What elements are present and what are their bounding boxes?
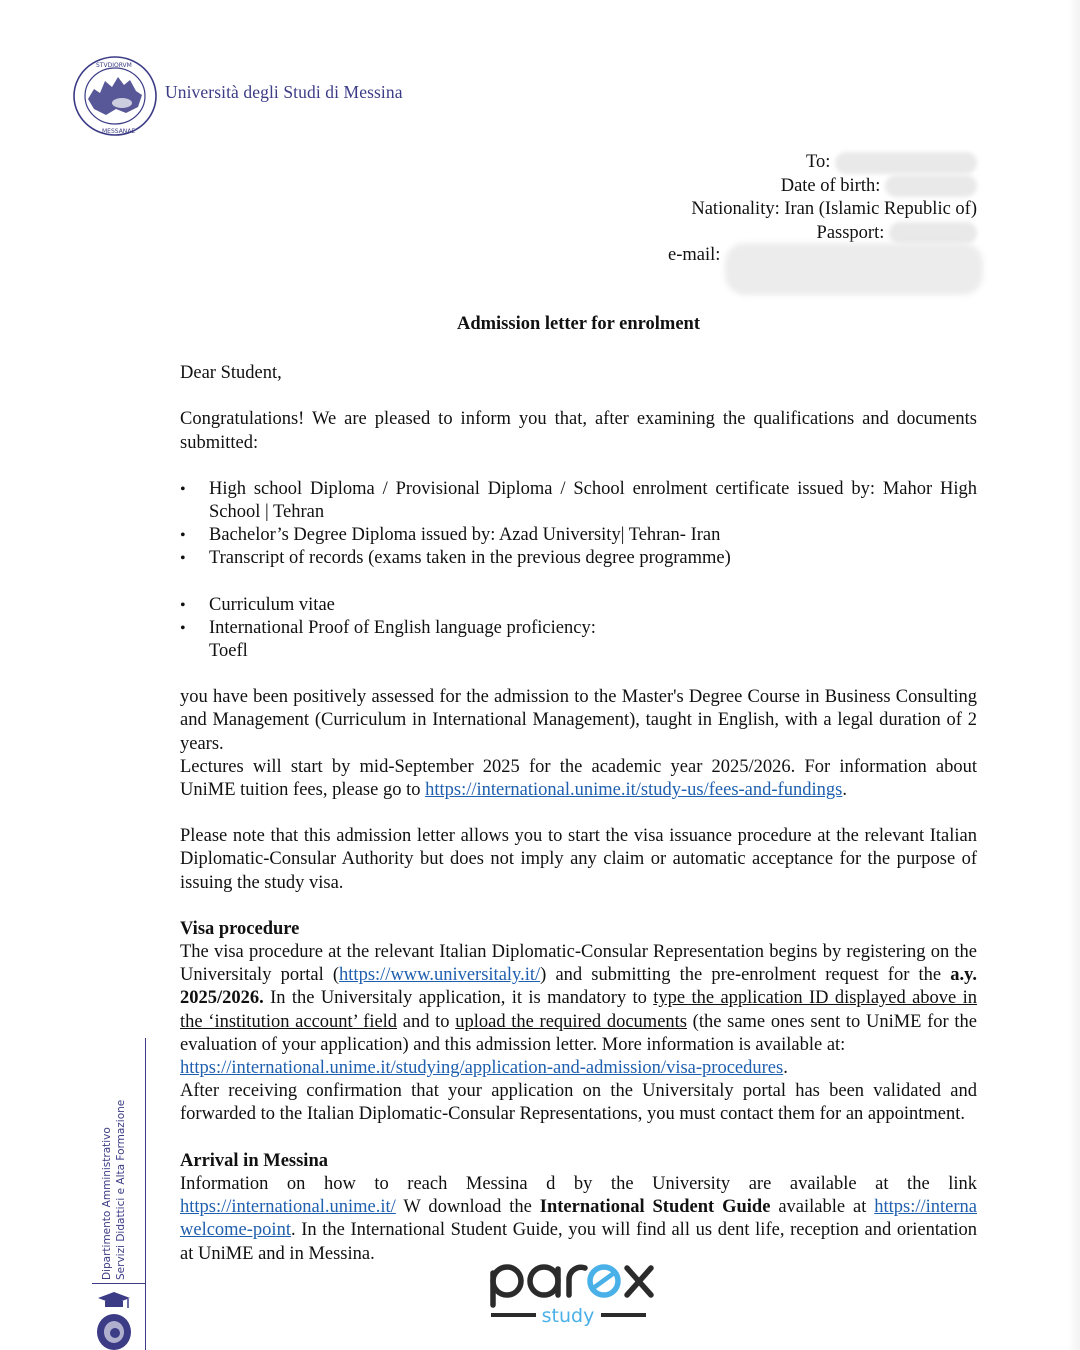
document-item: • High school Diploma / Provisional Diploma / School enrolment certificate issued by: Mahor High School | Tehran [180,478,977,524]
after-confirmation-paragraph: After receiving confirmation that your application on the Universitaly portal has been validated and forwarded to the Italian Diplomatic-Consular Representations, you must contact them for an appointment. [180,1081,977,1125]
redacted-dob [885,175,977,197]
redacted-name [835,152,977,174]
recipient-nationality: Nationality: Iran (Islamic Republic of) [691,199,977,219]
redacted-passport [889,222,977,244]
parex-watermark [477,1243,665,1335]
svg-text:MESSANAE: MESSANAE [102,128,136,135]
intro-paragraph: Congratulations! We are pleased to inform you that, after examining the qualifications and documents submitted: [180,409,977,453]
recipient-dob: Date of birth: [691,175,977,199]
svg-text:STVDIORVM: STVDIORVM [96,62,132,69]
redacted-email [725,243,983,295]
document-item: • Bachelor’s Degree Diploma issued by: Azad University| Tehran- Iran [180,524,977,547]
visa-note-paragraph: Please note that this admission letter allows you to start the visa issuance procedure at the relevant Italian Diplomatic-Consular Authority but does not imply any claim or automatic acceptance for the purpose of issuing the study visa. [180,826,977,893]
visa-procedures-link-line: https://international.unime.it/studying/application-and-admission/visa-procedures. [180,1058,788,1079]
university-seal-icon [72,55,158,137]
watermark-sub-text: study [541,1305,595,1327]
arrival-heading: Arrival in Messina [180,1150,328,1171]
document-item: • Transcript of records (exams taken in the previous degree programme) [180,547,977,570]
universitaly-link[interactable]: https://www.universitaly.it/ [339,965,541,986]
department-label: Dipartimento Amministrativo Servizi Didattici e Alta Formazione [101,1099,127,1280]
english-test: Toefl [209,641,248,662]
fees-link[interactable]: https://international.unime.it/study-us/fees-and-fundings [425,780,843,801]
parex-logo-icon [477,1243,665,1335]
letter-title: Admission letter for enrolment [456,314,701,334]
recipient-passport: Passport: [691,222,977,246]
recipient-block [691,151,977,245]
visa-procedure-heading: Visa procedure [180,918,300,939]
visa-procedures-link[interactable]: https://international.unime.it/studying/application-and-admission/visa-procedures [180,1058,784,1079]
university-name: Università degli Studi di Messina [165,82,403,102]
recipient-email-label: e-mail: [668,245,721,265]
department-logo-icon [94,1288,134,1350]
unime-link[interactable]: https://international.unime.it/ [180,1197,396,1218]
visa-procedure-paragraph: The visa procedure at the relevant Italian Diplomatic-Consular Representation begins by registering on the Universitaly portal (https://www.universitaly.it/) and submitting the pre-enrolment request for the a.y. 2025/2026. In the Universitaly application, it is mandatory to type the application ID displayed above in the ‘institution account’ field and to upload the required documents (the same ones sent to UniME for the evaluation of your application) and this admission letter. More information is available at: [180,942,978,1055]
letter-body [180,313,977,1266]
page-shadow [1068,0,1080,1350]
salutation: Dear Student, [180,363,282,384]
recipient-to: To: [691,151,977,175]
assessment-paragraph: you have been positively assessed for the admission to the Master's Degree Course in Business Consulting and Management (Curriculum in International Management), taught in English, with a legal duration of 2 years. [180,687,977,754]
lectures-paragraph: Lectures will start by mid-September 2025 for the academic year 2025/2026. For information about UniME tuition fees, please go to https://international.unime.it/study-us/fees-and-fundings. [180,756,977,801]
arrival-paragraph: Information on how to reach Messina d by the University are available at the link https://international.unime.it/ W download the International Student Guide available at https://interna welcome-point. In the International Student Guide, you will find all us dent life, reception and orientation at UniME and in Messina. [180,1173,978,1264]
document-item-english: • International Proof of English language proficiency: Toefl [180,617,977,663]
documents-list-1 [180,478,977,571]
student-guide-link[interactable]: https://interna welcome-point [180,1197,978,1241]
documents-list-2 [180,594,977,664]
department-separator [92,1283,145,1284]
department-divider [145,1038,146,1350]
document-item: • Curriculum vitae [180,594,977,617]
